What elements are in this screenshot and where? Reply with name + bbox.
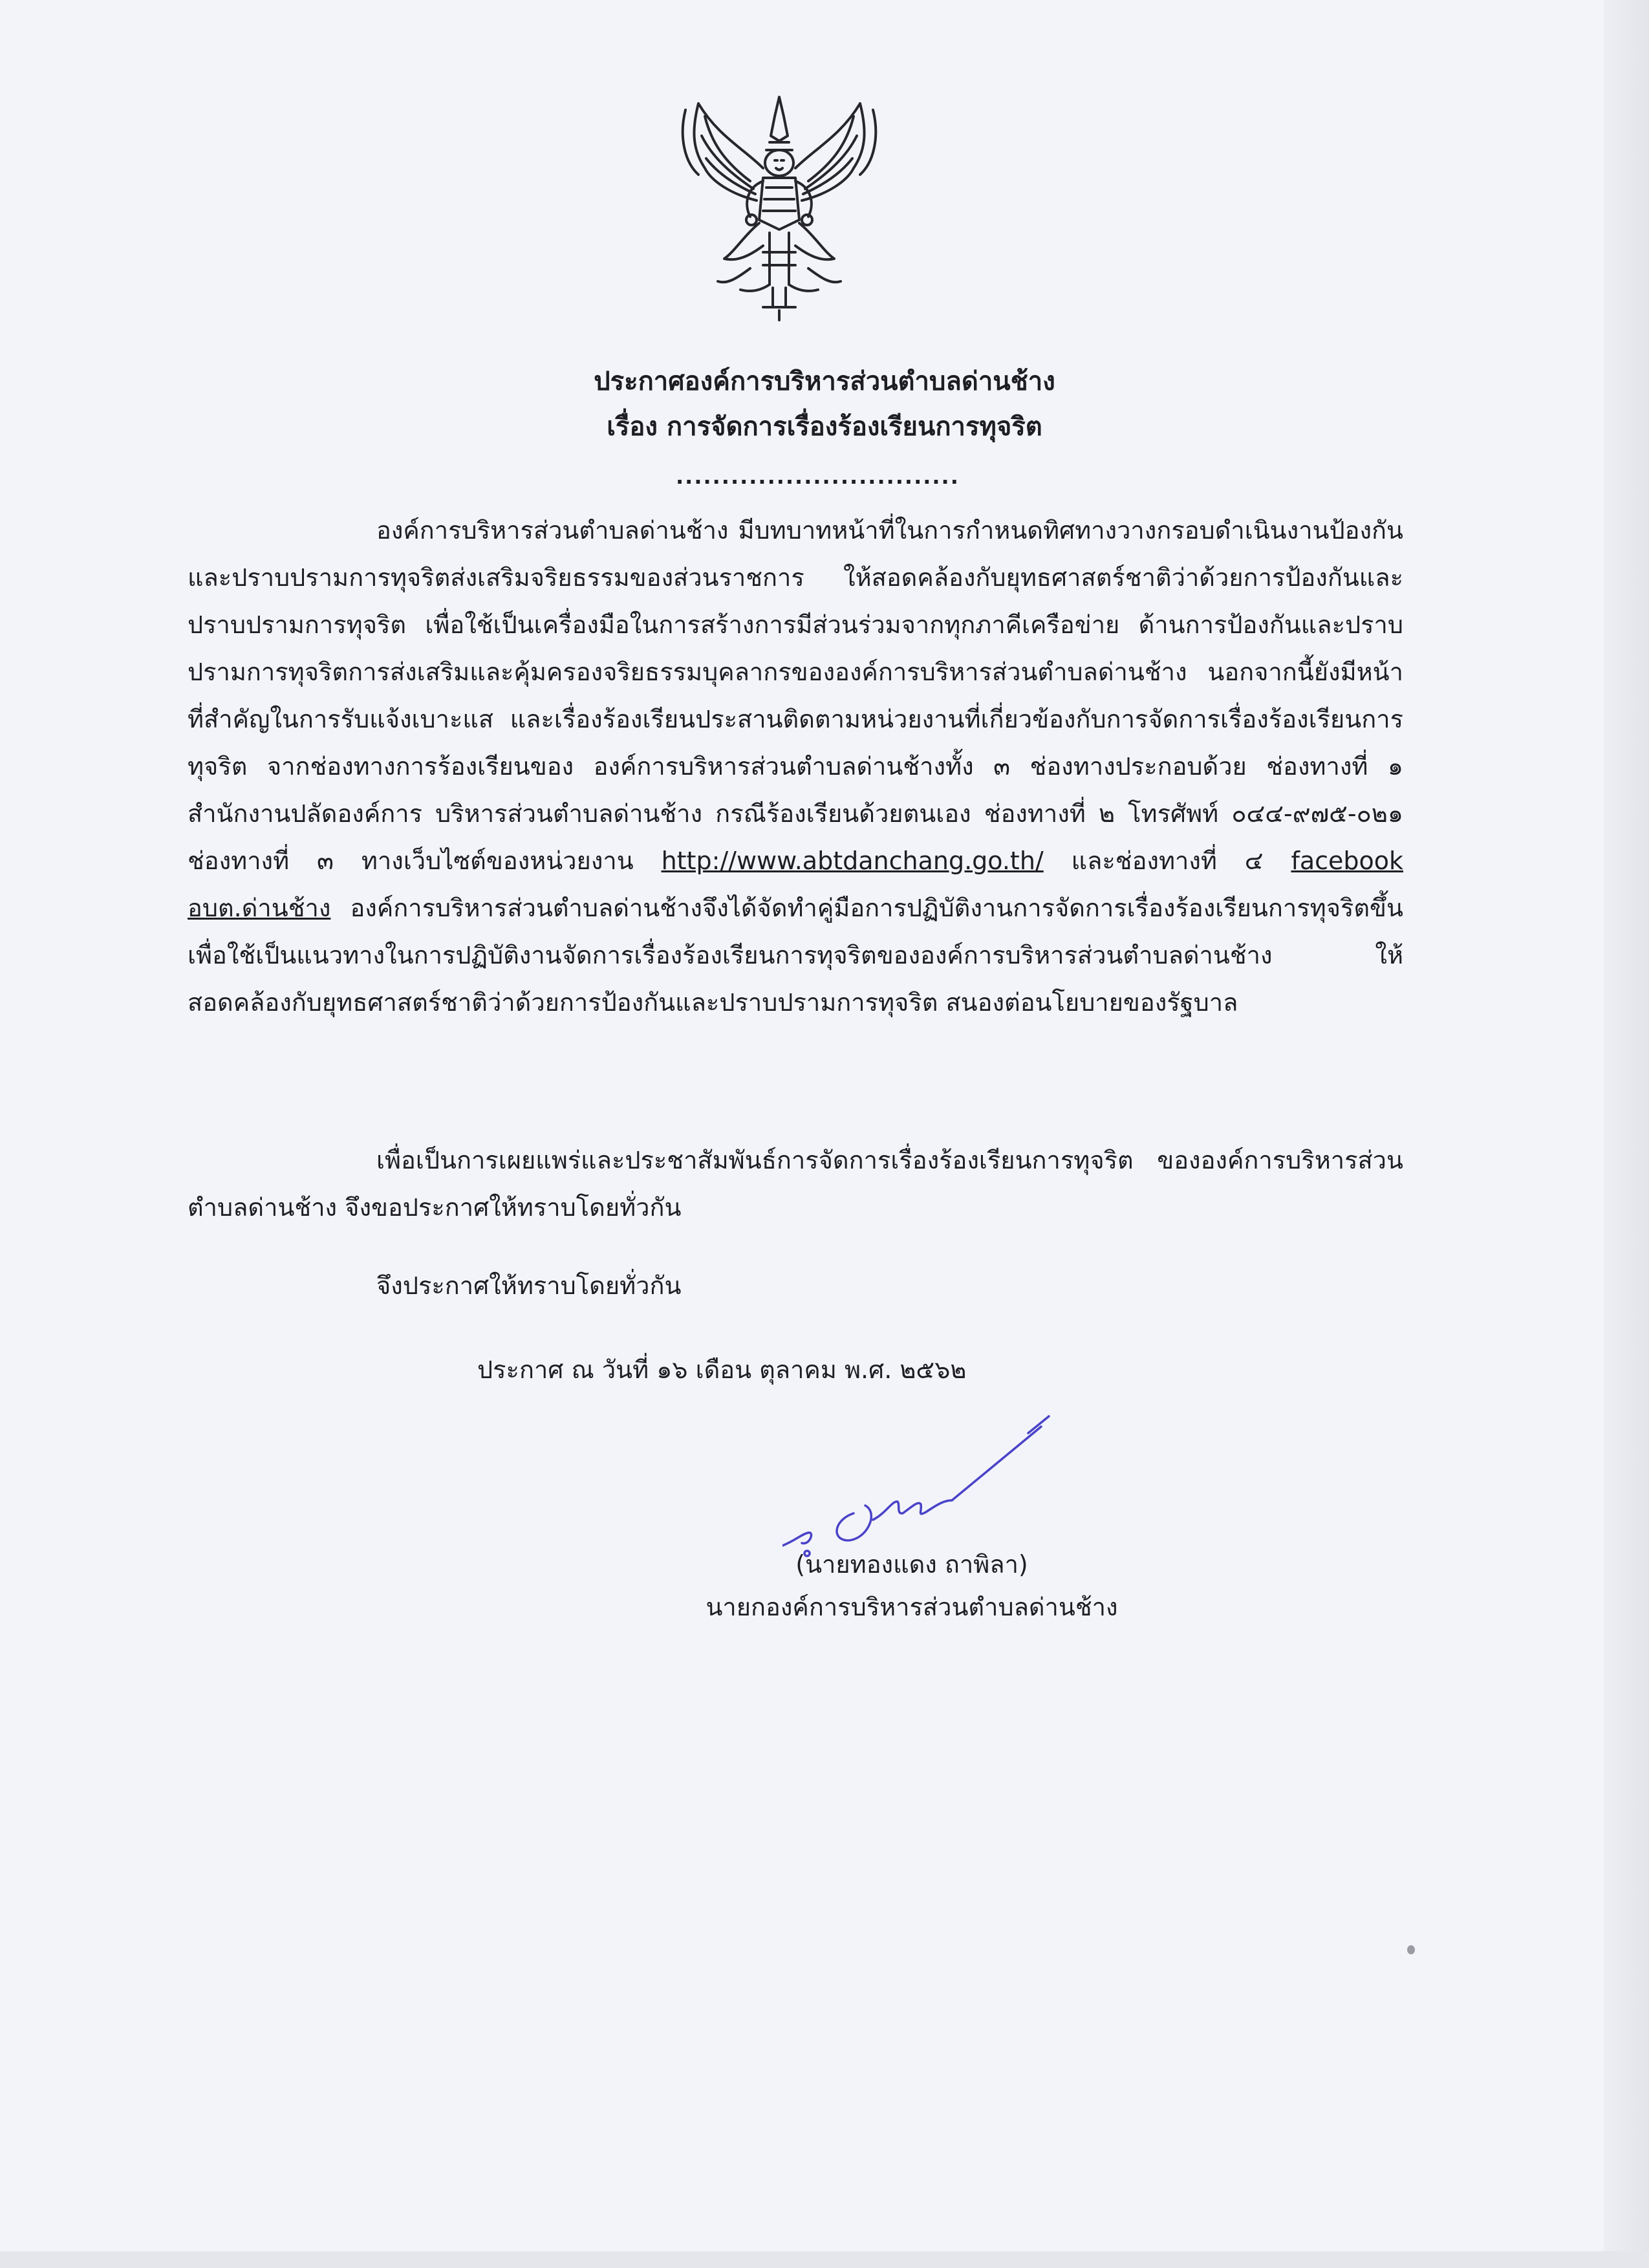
signer-name: (นายทองแดง ถาพิลา) bbox=[795, 1550, 1028, 1579]
body-paragraph-2: เพื่อเป็นการเผยแพร่และประชาสัมพันธ์การจัดการเรื่องร้องเรียนการทุจริต ขององค์การบริหารส่วนตำบลด่านช้าง จึงขอประกาศให้ทราบโดยทั่วกัน bbox=[188, 1146, 1403, 1222]
signer-title: นายกองค์การบริหารส่วนตำบลด่านช้าง bbox=[706, 1593, 1118, 1621]
body-paragraph-1 bbox=[188, 507, 1403, 1026]
facebook-link[interactable]: facebook อบต.ด่านช้าง bbox=[188, 847, 1403, 922]
announcement-subject: เรื่อง การจัดการเรื่องร้องเรียนการทุจริต bbox=[607, 412, 1042, 442]
announcement-date: ประกาศ ณ วันที่ ๑๖ เดือน ตุลาคม พ.ศ. ๒๕๖๒ bbox=[477, 1355, 967, 1384]
scan-edge-bottom bbox=[0, 2251, 1649, 2268]
scan-edge-right bbox=[1604, 0, 1649, 2268]
title-separator: ............................... bbox=[676, 464, 960, 489]
garuda-emblem-icon bbox=[673, 91, 886, 323]
paragraph-1-middle: และช่องทางที่ ๔ bbox=[1043, 847, 1291, 875]
announcement-title: ประกาศองค์การบริหารส่วนตำบลด่านช้าง bbox=[594, 367, 1055, 396]
paragraph-1-end: องค์การบริหารส่วนตำบลด่านช้างจึงได้จัดทำคู่มือการปฏิบัติงานการจัดการเรื่องร้องเรียนการทุจริตขึ้นเพื่อใช้เป็นแนวทางในการปฏิบัติงานจัดการเรื่องร้องเรียนการทุจริตขององค์การบริหารส่วนตำบลด่านช้าง ให้สอดคล้องกับยุทธศาสตร์ชาติว่าด้วยการป้องกันและปราบปรามการทุจริต สนองต่อนโยบายของรัฐบาล bbox=[188, 894, 1403, 1017]
website-link[interactable]: http://www.abtdanchang.go.th/ bbox=[661, 847, 1044, 875]
body-paragraph-3: จึงประกาศให้ทราบโดยทั่วกัน bbox=[376, 1271, 682, 1300]
scan-speck bbox=[1407, 1945, 1415, 1954]
signature-mark bbox=[782, 1390, 1054, 1559]
paragraph-1-text: องค์การบริหารส่วนตำบลด่านช้าง มีบทบาทหน้าที่ในการกำหนดทิศทางวางกรอบดำเนินงานป้องกันและปราบปรามการทุจริตส่งเสริมจริยธรรมของส่วนราชการ ให้สอดคล้องกับยุทธศาสตร์ชาติว่าด้วยการป้องกันและปราบปรามการทุจริต เพื่อใช้เป็นเครื่องมือในการสร้างการมีส่วนร่วมจากทุกภาคีเครือข่าย ด้านการป้องกันและปราบปรามการทุจริตการส่งเสริมและคุ้มครองจริยธรรมบุคลากรขององค์การบริหารส่วนตำบลด่านช้าง นอกจากนี้ยังมีหน้าที่สำคัญในการรับแจ้งเบาะแส และเรื่องร้องเรียนประสานติดตามหน่วยงานที่เกี่ยวข้องกับการจัดการเรื่องร้องเรียนการทุจริต จากช่องทางการร้องเรียนของ องค์การบริหารส่วนตำบลด่านช้างทั้ง ๓ ช่องทางประกอบด้วย ช่องทางที่ ๑ สำนักงานปลัดองค์การ บริหารส่วนตำบลด่านช้าง กรณีร้องเรียนด้วยตนเอง ช่องทางที่ ๒ โทรศัพท์ ๐๔๔-๙๗๕-๐๒๑ ช่องทางที่ ๓ ทางเว็บไซต์ของหน่วยงาน bbox=[188, 516, 1403, 875]
